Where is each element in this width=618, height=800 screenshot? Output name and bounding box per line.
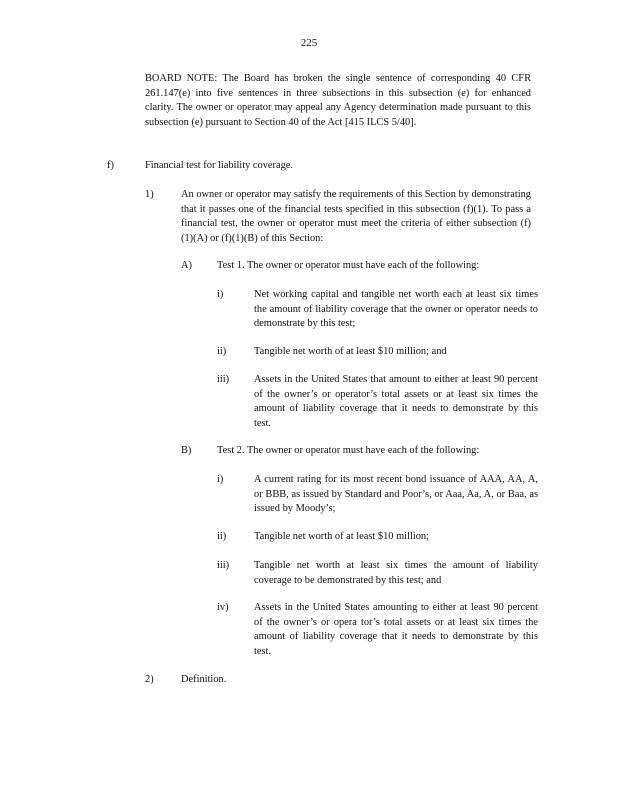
test-b-iv-label: iv) [217, 602, 229, 613]
test-a-ii-text: Tangible net worth of at least $10 million; and [254, 346, 447, 357]
section-f-label: f) [107, 160, 114, 171]
test-b-iv-text: Assets in the United States amounting to either at least 90 percent of the owner’s or opera tor’s total assets or at least six times the amount of liability coverage that it needs to demonstrate by this test. [254, 602, 538, 657]
board-note: BOARD NOTE: The Board has broken the single sentence of corresponding 40 CFR 261.147(e) into five sentences in three subsections in this subsection (e) for enhanced clarity. The owner or operator may appeal any Agency determination made pursuant to this subsection (e) pursuant to Section 40 of the Act [415 ILCS 5/40]. [145, 73, 531, 128]
page-number: 225 [300, 37, 318, 49]
test-a-i-text: Net working capital and tangible net worth each at least six times the amount of liability coverage that the owner or operator needs to demonstrate by this test; [254, 289, 538, 330]
item-1-text: An owner or operator may satisfy the requirements of this Section by demonstrating that it passes one of the financial tests specified in this subsection (f)(1). To pass a financial test, the owner or operator must meet the criteria of either subsection (f)(1)(A) or (f)(1)(B) of this Section: [181, 189, 531, 244]
test-b-label: B) [181, 445, 192, 456]
test-b-ii-text: Tangible net worth of at least $10 million; [254, 531, 430, 542]
test-a-i-label: i) [217, 289, 224, 300]
test-b-i-text: A current rating for its most recent bond issuance of AAA, AA, A, or BBB, as issued by Standard and Poor’s, or Aaa, Aa, A, or Baa, as issued by Moody’s; [254, 474, 538, 515]
section-f-title: Financial test for liability coverage. [145, 160, 294, 171]
item-1-label: 1) [145, 189, 154, 200]
test-a-label: A) [181, 260, 192, 271]
test-a-text: Test 1. The owner or operator must have each of the following: [217, 260, 480, 271]
test-b-i-label: i) [217, 474, 224, 485]
test-b-ii-label: ii) [217, 531, 227, 542]
test-b-iii-text: Tangible net worth at least six times the amount of liability coverage to be demonstrated by this test; and [254, 560, 538, 586]
test-b-text: Test 2. The owner or operator must have each of the following: [217, 445, 480, 456]
item-2-label: 2) [145, 674, 154, 685]
test-a-iii-text: Assets in the United States that amount to either at least 90 percent of the owner’s or operator’s total assets or at least six times the amount of liability coverage that it needs to demonstrate by this test. [254, 374, 538, 429]
item-2-text: Definition. [181, 674, 227, 685]
test-a-iii-label: iii) [217, 374, 230, 385]
test-a-ii-label: ii) [217, 346, 227, 357]
test-b-iii-label: iii) [217, 560, 230, 571]
